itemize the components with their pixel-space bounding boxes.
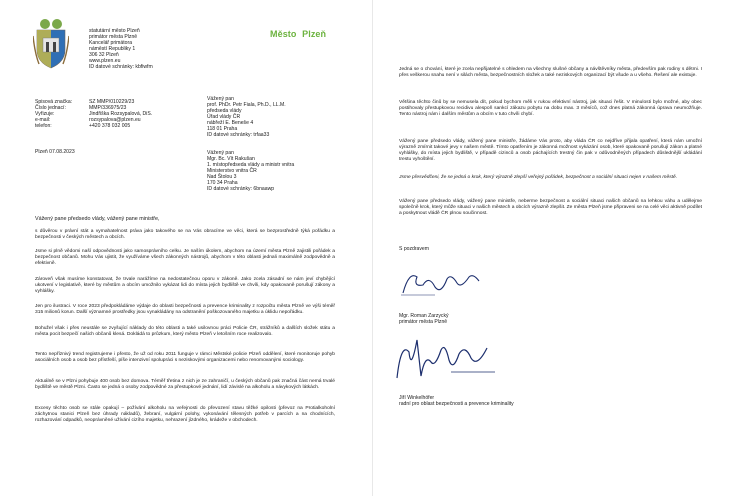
meta-label-phone: telefon: (35, 123, 52, 129)
meta-label-file: Spisová značka: (35, 99, 73, 105)
plzen-coat-of-arms (33, 16, 69, 70)
body-paragraph-8: Excesy těchto osob se stále opakují – požívání alkoholu na veřejnosti do převození stavu těžké opilosti (převoz na Protialkoholní záchytnou stanici Plzeň bez úhrady nákladů), žebraní, vulgární polohy, vykonávání tělesných potřeb v parcích a na chodnících, rozhazování odpadků, neoprávněné užívání cizího majetku, nehrazení jízdného, krádeže v obchodech. (35, 406, 335, 424)
body-paragraph-2: Jsme si plně vědomi naší odpovědnosti jako samosprávního celku. Je naším úkolem, abychom na území města Plzně zajistili pořádek a bezpečnost občanů. Mohu Vás ujistit, že využíváme všech zákonných nástrojů, abychom v této oblasti jednali maximálně zodpovědně a efektivně. (35, 249, 335, 267)
recipient1-line-4: Úřad vlády ČR (207, 114, 241, 120)
recipient1-line-7: ID datové schránky: trfaa33 (207, 132, 270, 138)
meta-value-email: rozsypalova@plzen.eu (89, 117, 141, 123)
signatory2-role: radní pro oblast bezpečnosti a prevence kriminality (399, 401, 514, 407)
sender-line-3: Kancelář primátora (89, 40, 133, 46)
body-paragraph-12: Jsme přesvědčeni, že se jedná o krok, který výrazně zlepší veřejný pořádek, bezpečnost a sociální situaci nejen v našem městě. (399, 175, 678, 180)
closing: S pozdravem (399, 246, 430, 252)
signature-winkelhofer (391, 332, 501, 388)
sender-line-5: 306 32 Plzeň (89, 52, 119, 58)
sender-line-4: náměstí Republiky 1 (89, 46, 136, 52)
sender-line-7: ID datové schránky: kbfiwfm (89, 64, 153, 70)
salutation: Vážený pane předsedo vlády, vážený pane ministře, (35, 216, 160, 222)
sender-line-2: primátor města Plzně (89, 34, 138, 40)
recipient2-line-6: 170 34 Praha (207, 180, 238, 186)
recipient1-line-3: předseda vlády (207, 108, 242, 114)
body-paragraph-5: Bohužel však i přes neustále se zvyšující náklady do této oblasti a také usilovnou práci Policie ČR, strážníků a dalších složek státu a města pocit bezpečí našich občanů klesá. Dokládá to průzkum, který město Plzeň v letošním roce realizovalo. (35, 326, 335, 338)
recipient2-line-5: Nad Štolou 3 (207, 174, 237, 180)
signatory1-name: Mgr. Roman Zarzycký (399, 313, 449, 319)
meta-label-email: e-mail: (35, 117, 51, 123)
recipient2-line-1: Vážený pan (207, 150, 234, 156)
body-paragraph-10: Většina těchto činů by se nemusela dít, pokud bychom měli v rukou efektivní nástroj, jak situaci řešit. V minulosti bylo možné, aby obec postihovaly přestupkovou recidivu alespoň sankcí zákazu pobytu na dobu max. 3 měsíců, což dnes platná zákonná úprava neumožňuje. Tento nástroj nám i dalším městům a obcím v tuto chvíli chybí. (399, 100, 702, 118)
recipient1-line-5: nábřeží E. Beneše 4 (207, 120, 254, 126)
signatory2-name: Jiří Winkelhöfer (399, 395, 435, 401)
letter-page-2 (372, 0, 745, 496)
body-paragraph-4: Jen pro ilustraci. V roce 2023 předpokládáme výdaje do oblasti bezpečnosti a prevence kriminality z rozpočtu města Plzně ve výši téměř 315 milionů korun. Další významné prostředky jsou vynakládány na odstranění poškozovaného majetku a úklidu nepořádku. (35, 304, 335, 316)
body-paragraph-7: Aktuálně se v Plzni pohybuje 400 osob bez domova. Téměř třetina z nich je ze zahraničí, u českých občanů pak značná část nemá trvalé bydliště ve městě Plzni. Často se jedná o osoby zodpovědné za přestupkové jednání, lidí závislé na alkoholu a návykových látkách. (35, 379, 335, 391)
brand-word-1: Město (270, 29, 297, 39)
body-paragraph-9: Jedná se o chování, které je zcela nepřijatelné s ohledem na všechny slušné občany a návštěvníky města, především pak rodiny s dětmi. I přes veškerou snahu není v silách města, bezpečnostních složek a také neziskových organizací být všude a u všeho. Řešení ale existuje. (399, 67, 702, 79)
sender-line-1: statutární město Plzeň (89, 28, 140, 34)
meta-value-file: SZ MMP/010229/23 (89, 99, 135, 105)
recipient2-line-4: Ministerstvo vnitra ČR (207, 168, 257, 174)
letter-date: Plzeň 07.08.2023 (35, 149, 75, 155)
sender-line-6: www.plzen.eu (89, 58, 121, 64)
recipient2-line-7: ID datové schránky: 6bnaawp (207, 186, 275, 192)
recipient1-line-6: 118 01 Praha (207, 126, 238, 132)
letter-page-1 (0, 0, 372, 496)
meta-value-phone: +420 378 032 005 (89, 123, 131, 129)
recipient1-line-2: prof. PhDr. Petr Fiala, Ph.D., LL.M. (207, 102, 286, 108)
body-paragraph-11: Vážený pane předsedo vlády, vážený pane ministře, žádáme Vás proto, aby vláda ČR co nejdříve přijala opatření, která nám umožní výrazně zmírnit takové jevy v našem městě. Tímto opatřením je zákonná možnost vykázání osob, které opakovaně porušují zákon a platné vyhlášky, do místa jejich bydliště, v případě cizinců a osob páchajících trestný čin pak v odůvodněných případech důslednější ukládání trestu vyhoštění. (399, 139, 702, 163)
brand-logo (270, 29, 326, 39)
signatory1-role: primátor města Plzně (399, 319, 448, 325)
recipient2-line-2: Mgr. Bc. Vít Rakušan (207, 156, 255, 162)
meta-value-handler: Jindřiška Rozsypalová, DiS. (89, 111, 153, 117)
signature-zarzycky (395, 265, 485, 303)
body-paragraph-3: Zároveň však musíme konstatovat, že trvale narážíme na nedostatečnou oporu v zákoně. Jako zcela zásadní se nám jeví chybějící ukotvení v legislativě, které by městům a obcím umožnilo vykázat lidi do místa jejich bydliště ve chvíli, kdy opakovaně porušují zákony a vyhlášky. (35, 277, 335, 295)
body-paragraph-6: Tento nepříznivý trend registrujeme i přesto, že už od roku 2011 funguje v rámci Městské policie Plzeň oddělení, které monitoruje pohyb asociálních osob a osob bez přístřeší, píše intenzivní spolupráci s neziskovými organizacemi nebo renomovanými sociology. (35, 352, 335, 364)
recipient1-line-1: Vážený pan (207, 96, 234, 102)
brand-word-2: Plzeň (302, 29, 327, 39)
meta-label-ref: Číslo jednací: (35, 105, 66, 111)
body-paragraph-1: s důvěrou v právní stát a vymahatelnost práva jako takového se na Vás obracíme ve věci, která se bezprostředně týká pořádku a bezpečnosti v českých městech a obcích. (35, 229, 335, 241)
recipient2-line-3: 1. místopředseda vlády a ministr vnitra (207, 162, 295, 168)
meta-value-ref: MMP/336975/23 (89, 105, 127, 111)
body-paragraph-13: Vážený pane předsedo vlády, vážený pane ministře, neberme bezpečnost a sociální situaci našich občanů na lehkou váhu a udělejme společně krok, který může situaci v našich městech a obcích výrazně zlepšit. Ze města Plzeň jsme připraveni se na celé věci aktivně podílet a poskytnout vládě ČR plnou součinnost. (399, 199, 702, 217)
meta-label-handler: Vyřizuje: (35, 111, 55, 117)
